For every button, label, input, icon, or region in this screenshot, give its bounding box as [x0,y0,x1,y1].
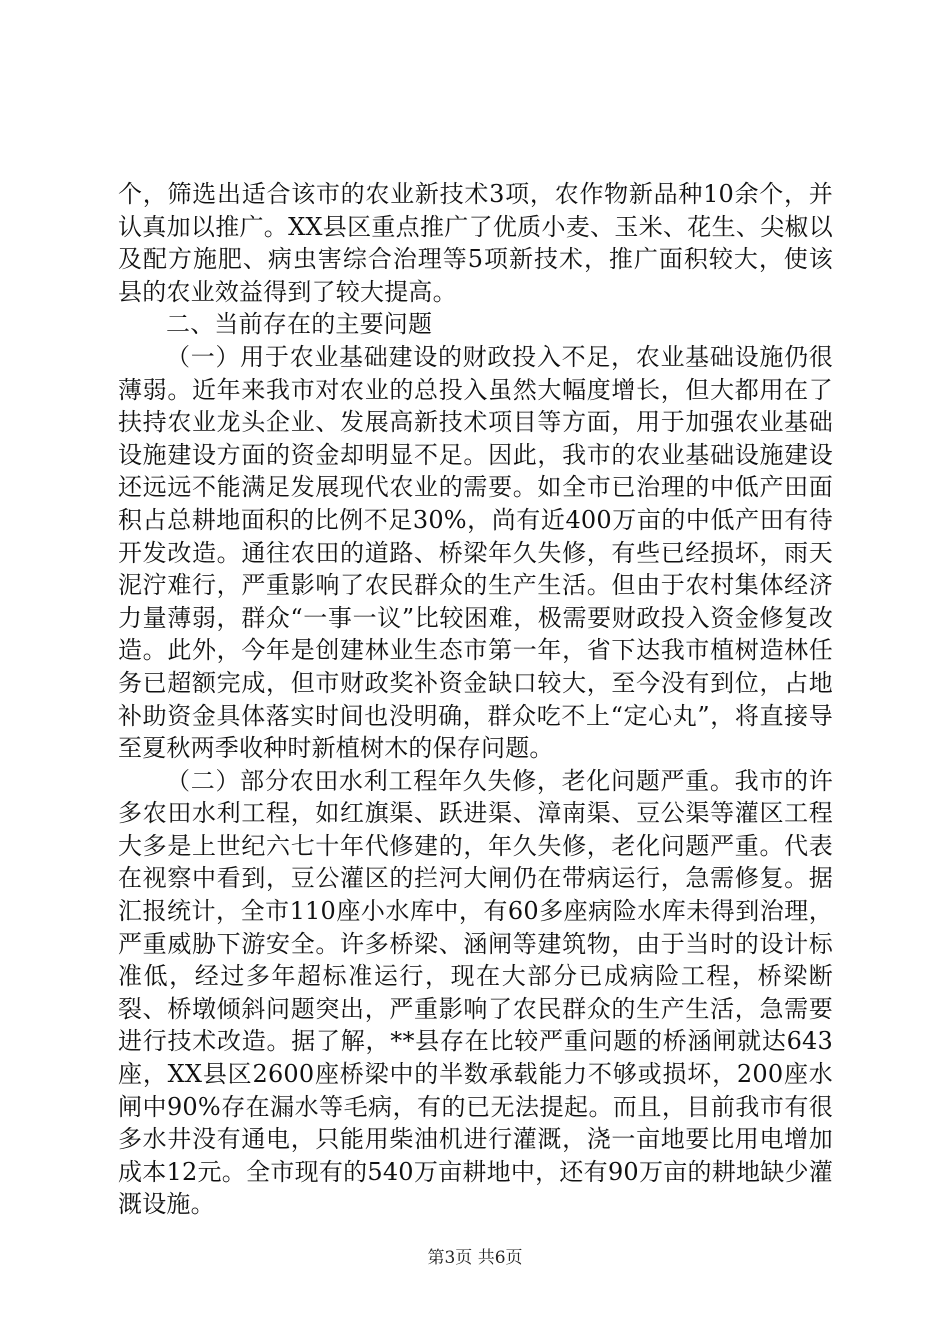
paragraph-issue-one: （一）用于农业基础建设的财政投入不足，农业基础设施仍很薄弱。近年来我市对农业的总投入虽然大幅度增长，但大都用在了扶持农业龙头企业、发展高新技术项目等方面，用于加强农业基础设施建设方面的资金却明显不足。因此，我市的农业基础设施建设还远远不能满足发展现代农业的需要。如全市已治理的中低产田面积占总耕地面积的比例不足30%，尚有近400万亩的中低产田有待开发改造。通往农田的道路、桥梁年久失修，有些已经损坏，雨天泥泞难行，严重影响了农民群众的生产生活。但由于农村集体经济力量薄弱，群众“一事一议”比较困难，极需要财政投入资金修复改造。此外，今年是创建林业生态市第一年，省下达我市植树造林任务已超额完成，但市财政奖补资金缺口较大，至今没有到位，占地补助资金具体落实时间也没明确，群众吃不上“定心丸”，将直接导至夏秋两季收种时新植树木的保存问题。 [118,342,833,763]
paragraph-issue-two: （二）部分农田水利工程年久失修，老化问题严重。我市的许多农田水利工程，如红旗渠、跃进渠、漳南渠、豆公渠等灌区工程大多是上世纪六七十年代修建的，年久失修，老化问题严重。代表在视察中看到，豆公灌区的拦河大闸仍在带病运行，急需修复。据汇报统计，全市110座小水库中，有60多座病险水库未得到治理，严重威胁下游安全。许多桥梁、涵闸等建筑物，由于当时的设计标准低，经过多年超标准运行，现在大部分已成病险工程，桥梁断裂、桥墩倾斜问题突出，严重影响了农民群众的生产生活，急需要进行技术改造。据了解，**县存在比较严重问题的桥涵闸就达643座，XX县区2600座桥梁中的半数承载能力不够或损坏，200座水闸中90%存在漏水等毛病，有的已无法提起。而且，目前我市有很多水井没有通电，只能用柴油机进行灌溉，浇一亩地要比用电增加成本12元。全市现有的540万亩耕地中，还有90万亩的耕地缺少灌溉设施。 [118,766,833,1219]
paragraph-continuation: 个，筛选出适合该市的农业新技术3项，农作物新品种10余个，并认真加以推广。XX县区重点推广了优质小麦、玉米、花生、尖椒以及配方施肥、病虫害综合治理等5项新技术，推广面积较大，使该县的农业效益得到了较大提高。 [118,180,833,306]
page-footer: 第3页 共6页 [427,1248,523,1268]
document-body [118,178,833,1221]
section-heading: 二、当前存在的主要问题 [166,310,433,339]
